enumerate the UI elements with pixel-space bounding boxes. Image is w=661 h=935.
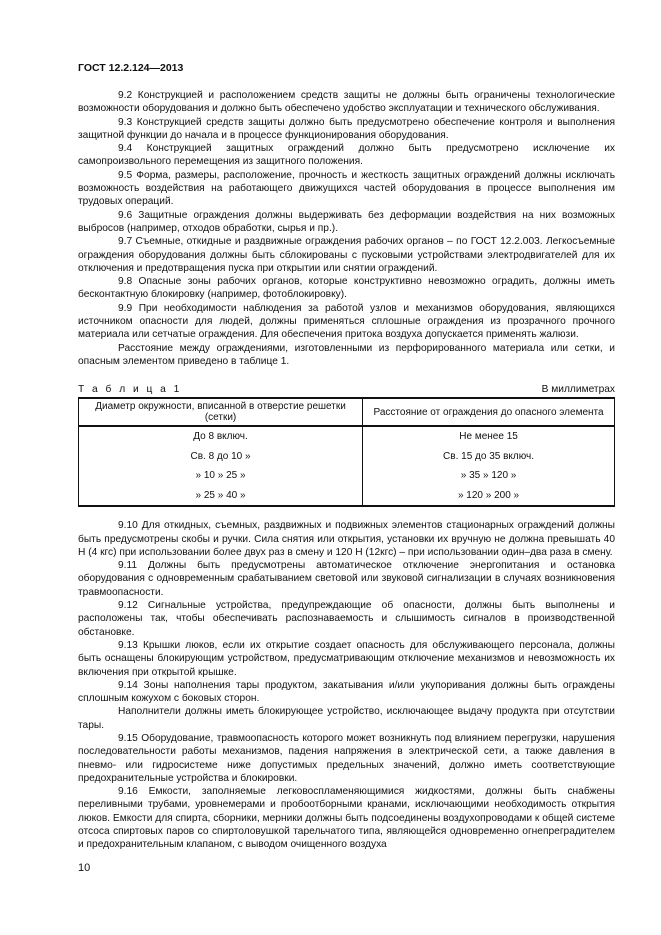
table-cell-diameter: Св. 8 до 10 » (79, 447, 363, 467)
table-cell-diameter: » 25 » 40 » (79, 486, 363, 507)
document-header: ГОСТ 12.2.124—2013 (78, 62, 184, 74)
table-cell-distance: Св. 15 до 35 включ. (363, 447, 615, 467)
distance-table (78, 397, 615, 507)
table-header-diameter: Диаметр окружности, вписанной в отверстие решетки (сетки) (79, 398, 363, 426)
paragraph-9-3: 9.3 Конструкцией средств защиты должно быть предусмотрено обеспечение контроля и выполнения защитной функции до начала и в процессе функционирования оборудования. (78, 116, 615, 141)
paragraph-9-4: 9.4 Конструкцией защитных ограждений должно быть предусмотрено исключение их самопроизвольного перемещения из защитного положения. (78, 143, 615, 168)
table-cell-distance: » 35 » 120 » (363, 466, 615, 486)
table-header-distance: Расстояние от ограждения до опасного элемента (363, 398, 615, 426)
table-caption-row (78, 384, 615, 396)
table-row (79, 447, 615, 467)
table-row (79, 426, 615, 447)
paragraph-9-13: 9.13 Крышки люков, если их открытие создает опасность для обслуживающего персонала, должны быть оснащены блокирующим устройством, предусматривающим отключение механизмов и невозможность их включения при открытой крышке. (78, 639, 615, 678)
section-after-table (78, 519, 615, 851)
paragraph-9-2: 9.2 Конструкцией и расположением средств защиты не должны быть ограничены технологические возможности оборудования и должно быть обеспечено удобство эксплуатации и технического обслуживания. (78, 90, 615, 115)
paragraph-9-15: 9.15 Оборудование, травмоопасность которого может возникнуть под влиянием перегрузки, нарушения последовательности работы механизмов, падения напряжения в электрической сети, а также давления в пневмо- или гидросистеме ниже допустимых предельных значений, должно иметь соответствующие предохранительные устройства и блокировки. (78, 732, 615, 784)
paragraph-9-6: 9.6 Защитные ограждения должны выдерживать без деформации воздействия на них возможных выбросов (например, отходов обработки, сырья и пр.). (78, 209, 615, 234)
paragraph-9-7: 9.7 Съемные, откидные и раздвижные ограждения рабочих органов – по ГОСТ 12.2.003. Легкосъемные ограждения оборудования должны быть сблокированы с пусковыми устройствами электродвигателей для их отключения и предотвращения пуска при открытии или снятии ограждений. (78, 236, 615, 274)
paragraph-9-16: 9.16 Емкости, заполняемые легковоспламеняющимися жидкостями, должны быть снабжены переливными трубами, уровнемерами и пробоотборными кранами, исключающими необходимость открытия люков. Емкости для спирта, сборники, мерники должны быть подсоединены воздухопроводами к общей системе отсоса спиртовых паров со спиртоловушкой тарельчатого типа, являющейся одновременно огнепреградителем и предохранительным клапаном, с выводом очищенного воздуха (78, 786, 615, 851)
section-before-table (78, 89, 615, 368)
paragraph-fillers-note: Наполнители должны иметь блокирующее устройство, исключающее выдачу продукта при отсутствии тары. (78, 706, 615, 731)
paragraph-distance-note: Расстояние между ограждениями, изготовленными из перфорированного материала или сетки, и опасным элементом приведено в таблице 1. (78, 342, 615, 367)
document-page (78, 62, 615, 852)
paragraph-9-8: 9.8 Опасные зоны рабочих органов, которые конструктивно невозможно оградить, должны иметь бесконтактную блокировку (например, фотоблокировку). (78, 276, 615, 301)
table-row (79, 486, 615, 507)
paragraph-9-9: 9.9 При необходимости наблюдения за работой узлов и механизмов оборудования, являющихся источником опасности для людей, должны применяться сплошные ограждения из прозрачного прочного материала или сетчатые ограждения. Для обеспечения притока воздуха допускается применять жалюзи. (78, 302, 615, 341)
table-header-row (79, 398, 615, 426)
paragraph-9-5: 9.5 Форма, размеры, расположение, прочность и жесткость защитных ограждений должны исключать возможность воздействия на работающего движущихся частей оборудования в процессе выполнения им трудовых операций. (78, 169, 615, 208)
table-label: Т а б л и ц а 1 (78, 384, 182, 396)
table-cell-diameter: До 8 включ. (79, 426, 363, 447)
paragraph-9-10: 9.10 Для откидных, съемных, раздвижных и подвижных элементов стационарных ограждений должны быть предусмотрены скобы и ручки. Сила снятия или открытия, установки их вручную не должна превышать 40 Н (4 кгс) при использовании более двух раз в смену и 120 Н (12кгс) – при использовании один–два раза в смену. (78, 520, 615, 558)
paragraph-9-14: 9.14 Зоны наполнения тары продуктом, закатывания и/или укупоривания должны быть ограждены сплошным кожухом с боковых сторон. (78, 679, 615, 705)
page-number: 10 (78, 862, 91, 874)
paragraph-9-11: 9.11 Должны быть предусмотрены автоматическое отключение энергопитания и остановка оборудования с одновременным срабатыванием световой или звуковой сигнализации в случаях возникновения травмоопасности. (78, 560, 615, 598)
table-cell-diameter: » 10 » 25 » (79, 466, 363, 486)
paragraph-9-12: 9.12 Сигнальные устройства, предупреждающие об опасности, должны быть выполнены и расположены так, чтобы обеспечивать распознаваемость и слышимость сигналов в производственной обстановке. (78, 600, 615, 638)
table-cell-distance: » 120 » 200 » (363, 486, 615, 507)
table-units: В миллиметрах (541, 384, 615, 396)
table-row (79, 466, 615, 486)
table-cell-distance: Не менее 15 (363, 426, 615, 447)
